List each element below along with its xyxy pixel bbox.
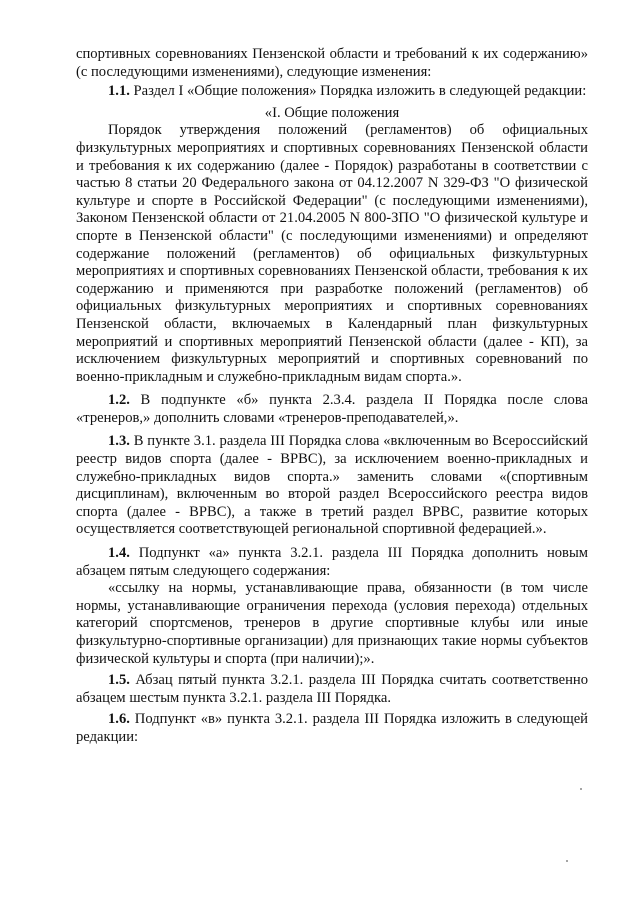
item-text: Подпункт «в» пункта 3.2.1. раздела III Порядка изложить в следующей редакции: <box>76 711 588 745</box>
item-number: 1.5. <box>108 672 130 689</box>
item-number: 1.3. <box>108 433 130 450</box>
item-number: 1.6. <box>108 711 130 728</box>
item-1-6 <box>76 711 588 746</box>
item-1-5 <box>76 672 588 707</box>
item-number: 1.4. <box>108 545 130 562</box>
item-text: Абзац пятый пункта 3.2.1. раздела III Порядка считать соответственно абзацем шестым пункта 3.2.1. раздела III Порядка. <box>76 672 588 706</box>
item-1-3 <box>76 433 588 539</box>
paragraph-intro: спортивных соревнованиях Пензенской области и требований к их содержанию» (с последующими изменениями), следующие изменения: <box>76 46 588 80</box>
scan-speck <box>566 860 568 862</box>
section-heading: «I. Общие положения <box>264 104 400 121</box>
item-1-2 <box>76 392 588 427</box>
item-text: В подпункте «б» пункта 2.3.4. раздела II Порядка после слова «тренеров,» дополнить словами «тренеров-преподавателей,». <box>76 392 588 426</box>
item-1-1 <box>76 83 588 101</box>
item-text: В пункте 3.1. раздела III Порядка слова «включенным во Всероссийский реестр видов спорта (далее - ВРВС), за исключением военно-прикладных и служебно-прикладных видов спорта.» заменить словами «(спортивным дисциплинам), включенным во второй раздел Всероссийского реестра видов спорта (далее - ВРВС), а также в третий раздел ВРВС, развитие которых осуществляется соответствующей региональной спортивной федерацией.». <box>76 433 588 538</box>
item-number: 1.1. <box>108 83 130 100</box>
scan-speck <box>580 788 582 790</box>
item-number: 1.2. <box>108 392 130 409</box>
paragraph-procedure: Порядок утверждения положений (регламентов) об официальных физкультурных мероприятиях и спортивных соревнованиях Пензенской области и требования к их содержанию (далее - Порядок) разработаны в соответствии с частью 8 статьи 20 Федерального закона от 04.12.2007 N 329-ФЗ "О физической культуре и спорте в Российской Федерации" (с последующими изменениями), Законом Пензенской области от 21.04.2005 N 800-ЗПО "О физической культуре и спорте в Пензенской области" (с последующими изменениями) и определяют содержание положений (регламентов) об официальных физкультурных мероприятиях и спортивных соревнованиях Пензенской области, требования к их содержанию и применяются при разработке положений (регламентов) об официальных физкультурных мероприятиях и спортивных соревнованиях Пензенской области, включаемых в Календарный план физкультурных мероприятий и спортивных мероприятий Пензенской области (далее - КП), за исключением физкультурных мероприятий и спортивных соревнований по военно-прикладным и служебно-прикладным видам спорта.». <box>76 122 588 385</box>
item-1-4 <box>76 545 588 580</box>
item-text: Подпункт «а» пункта 3.2.1. раздела III Порядка дополнить новым абзацем пятым следующего содержания: <box>76 545 588 579</box>
item-text: Раздел I «Общие положения» Порядка изложить в следующей редакции: <box>129 83 587 100</box>
paragraph-quote: «ссылку на нормы, устанавливающие права, обязанности (в том числе нормы, устанавливающие ограничения перехода (условия перехода) отдельных категорий спортсменов, тренеров в другие спортивные клубы или иные физкультурно-спортивные организации) для признающих такие нормы субъектов физической культуры и спорта (при наличии);». <box>76 580 588 667</box>
